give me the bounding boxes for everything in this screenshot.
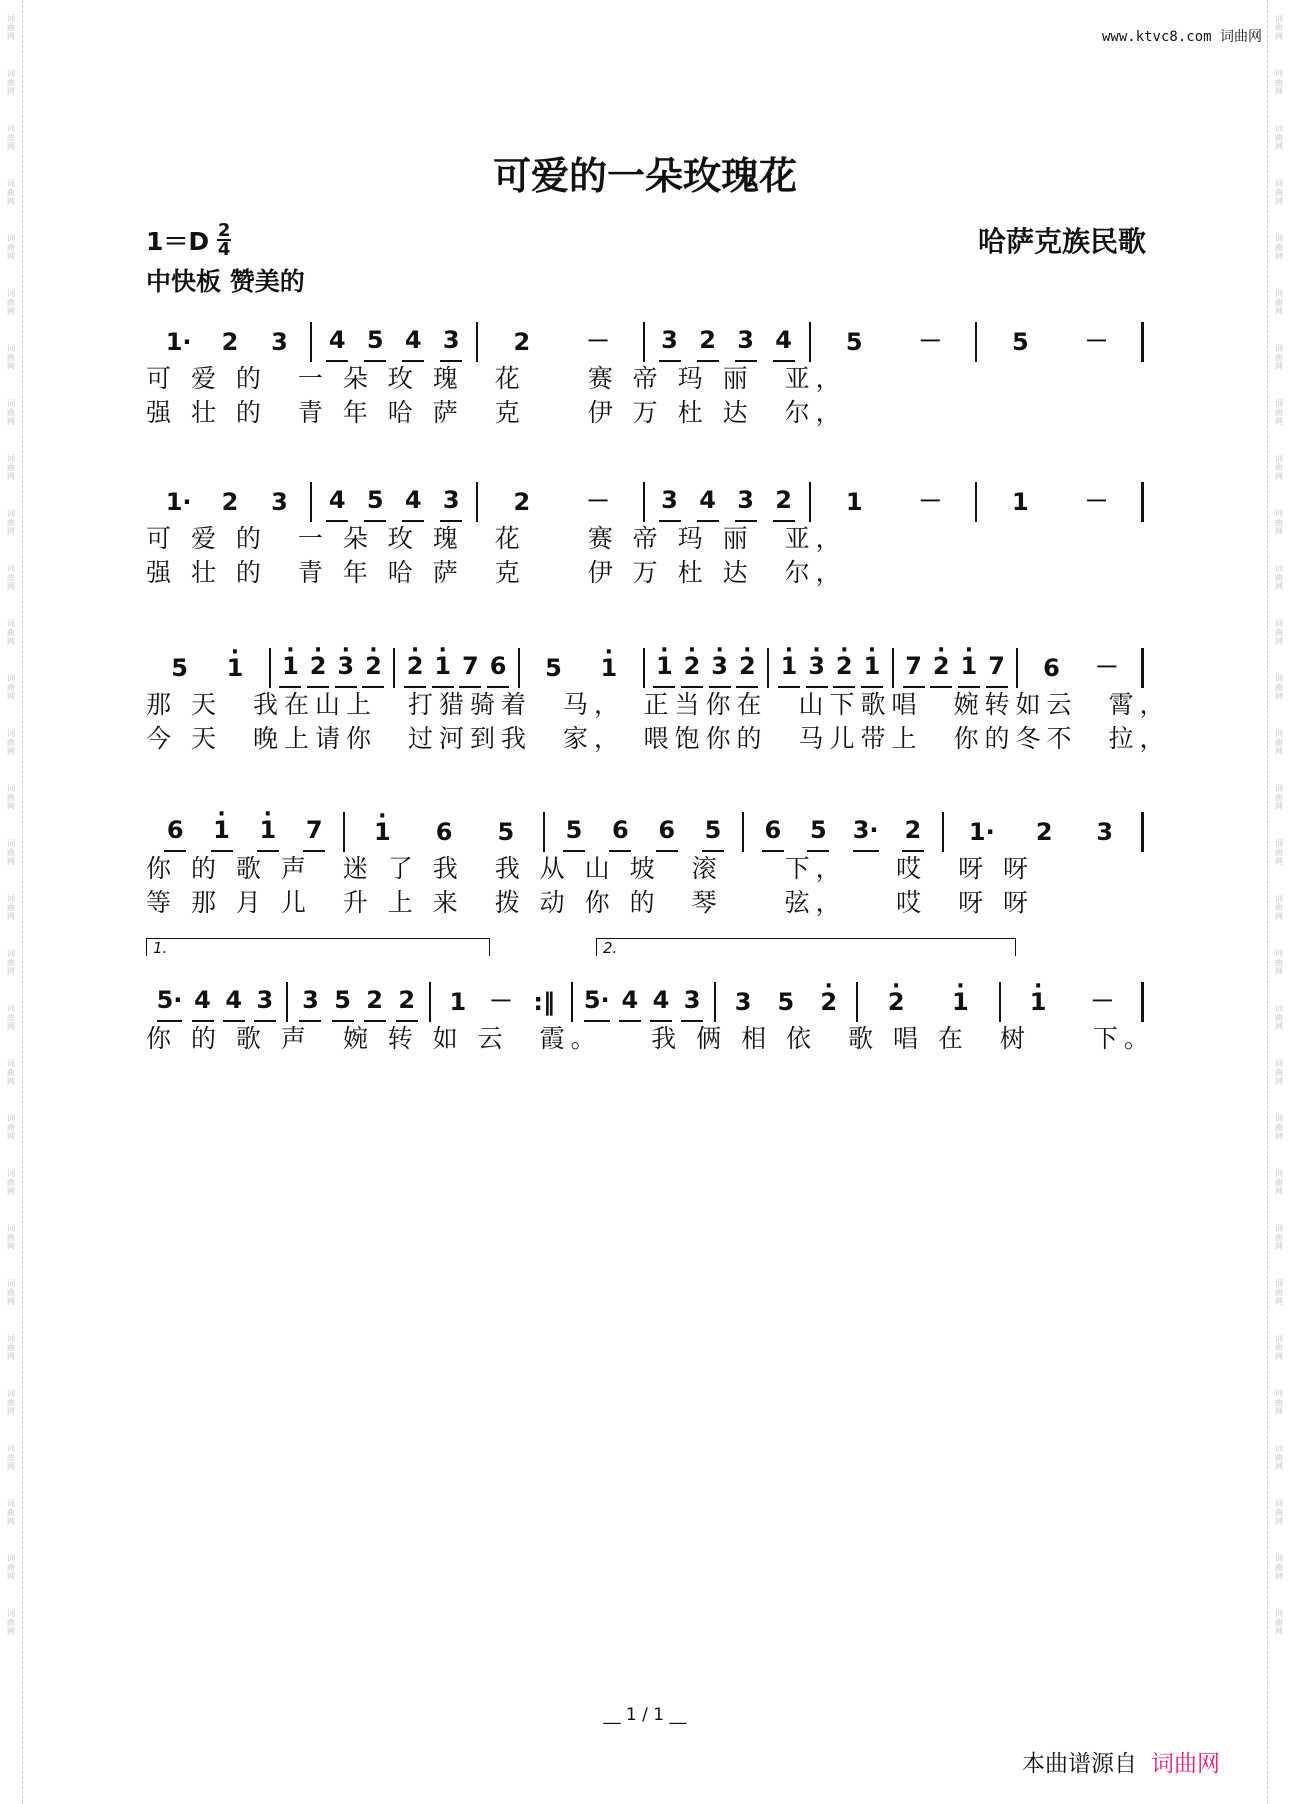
note: 6 xyxy=(609,816,631,852)
watermark-text: 词曲网 xyxy=(6,399,16,426)
note: 1 xyxy=(449,988,467,1016)
watermark-text: 词曲网 xyxy=(6,1499,16,1526)
measure xyxy=(545,812,744,852)
watermark-text: 词曲网 xyxy=(1274,69,1284,96)
watermark-text: 词曲网 xyxy=(1274,1389,1284,1416)
notes-row xyxy=(146,808,1144,852)
watermark-text: 词曲网 xyxy=(6,289,16,316)
note: 3 xyxy=(440,326,462,362)
watermark-text: 词曲网 xyxy=(6,69,16,96)
watermark-text: 词曲网 xyxy=(6,1279,16,1306)
watermark-text: 词曲网 xyxy=(6,674,16,701)
notes-row xyxy=(146,318,1144,362)
note: 4 xyxy=(326,326,348,362)
measure xyxy=(645,482,811,522)
watermark-text: 词曲网 xyxy=(1274,1059,1284,1086)
watermark-text: 词曲网 xyxy=(6,1444,16,1471)
note: 4 xyxy=(326,486,348,522)
note: 5 xyxy=(563,816,585,852)
measure xyxy=(478,482,644,522)
measure xyxy=(146,482,312,522)
note: 2 xyxy=(697,326,719,362)
lyric-line-1: 可 爱 的 一 朵 玫 瑰 花 赛 帝 玛 丽 亚， xyxy=(146,364,847,393)
time-signature xyxy=(217,222,231,258)
source-credit xyxy=(1022,1745,1220,1778)
measure xyxy=(645,648,770,688)
note: － xyxy=(918,487,943,515)
note: 5 xyxy=(332,986,354,1022)
watermark-text: 词曲网 xyxy=(6,1389,16,1416)
note: 2 xyxy=(902,816,924,852)
lyric-line-2: 强 壮 的 青 年 哈 萨 克 伊 万 杜 达 尔， xyxy=(146,398,847,427)
lyric-line-2: 等 那 月 儿 升 上 来 拨 动 你 的 琴 弦， 哎 呀 呀 xyxy=(146,888,1035,917)
watermark-text: 词曲网 xyxy=(1274,509,1284,536)
measure xyxy=(288,982,430,1022)
watermark-text: 词曲网 xyxy=(6,14,16,41)
note: 5· xyxy=(157,986,183,1022)
score-system-1 xyxy=(146,318,1144,430)
left-watermark-strip xyxy=(0,0,23,1804)
note: 2 xyxy=(221,328,239,356)
note: 6 xyxy=(435,818,453,846)
note: 6 xyxy=(762,816,784,852)
watermark-text: 词曲网 xyxy=(6,1004,16,1031)
measure xyxy=(478,322,644,362)
watermark-text: 词曲网 xyxy=(1274,619,1284,646)
notes-row xyxy=(146,644,1144,688)
note: · 1 xyxy=(861,652,883,688)
note: 2 xyxy=(396,986,418,1022)
measure xyxy=(146,982,288,1022)
watermark-text: 词曲网 xyxy=(6,1224,16,1251)
watermark-text: 词曲网 xyxy=(6,454,16,481)
watermark-text: 词曲网 xyxy=(1274,1279,1284,1306)
lyric-line-1: 你 的 歌 声 迷 了 我 我 从 山 坡 滚 下， 哎 呀 呀 xyxy=(146,854,1035,883)
note: 2 xyxy=(773,486,795,522)
watermark-text: 词曲网 xyxy=(6,1114,16,1141)
note: 2 xyxy=(221,488,239,516)
note: · 1 xyxy=(224,654,246,688)
measure xyxy=(271,648,396,688)
measure xyxy=(645,322,811,362)
measure xyxy=(312,322,478,362)
note: 2 xyxy=(513,328,531,356)
watermark-text: 词曲网 xyxy=(6,784,16,811)
source-label: 本曲谱源自 xyxy=(1022,1751,1137,1777)
note: － xyxy=(1090,987,1115,1015)
watermark-text: 词曲网 xyxy=(6,1554,16,1581)
watermark-text: 词曲网 xyxy=(1274,124,1284,151)
watermark-text: 词曲网 xyxy=(1274,1169,1284,1196)
measure xyxy=(573,982,715,1022)
watermark-text: 词曲网 xyxy=(6,1334,16,1361)
watermark-text: 词曲网 xyxy=(1274,674,1284,701)
note: 3 xyxy=(271,488,288,516)
key-label: 1＝D xyxy=(146,227,210,256)
measure xyxy=(520,648,645,688)
note: 4 xyxy=(402,326,424,362)
note: 3 xyxy=(659,486,681,522)
watermark-text: 词曲网 xyxy=(6,1059,16,1086)
score-system-3 xyxy=(146,644,1171,756)
watermark-text: 词曲网 xyxy=(1274,839,1284,866)
notes-row xyxy=(146,478,1144,522)
measure xyxy=(977,482,1144,522)
note: 5· xyxy=(584,986,610,1022)
measure xyxy=(894,648,1019,688)
watermark-text: 词曲网 xyxy=(1274,1444,1284,1471)
note: · 1 xyxy=(598,654,620,688)
lyric-line-1: 那 天 我在山上 打猎骑着 马， 正当你在 山下歌唱 婉转如云 霄， xyxy=(146,690,1171,719)
site-url: www.ktvc8.com 词曲网 xyxy=(1101,29,1262,45)
watermark-text: 词曲网 xyxy=(1274,1554,1284,1581)
lyric-line-1: 你 的 歌 声 婉 转 如 云 霞。 我 俩 相 依 歌 唱 在 树 下。 xyxy=(146,1024,1155,1053)
score-system-4 xyxy=(146,808,1144,920)
volta-1: 1. xyxy=(146,938,490,956)
note: · 2 xyxy=(833,652,855,688)
watermark-text: 词曲网 xyxy=(1274,564,1284,591)
watermark-text: 词曲网 xyxy=(1274,729,1284,756)
note: 2 xyxy=(1035,818,1053,846)
note: 4 xyxy=(773,326,795,362)
volta-2: 2. xyxy=(596,938,1016,956)
tempo-marking: 中快板 赞美的 xyxy=(146,267,305,296)
lyric-line-2: 强 壮 的 青 年 哈 萨 克 伊 万 杜 达 尔， xyxy=(146,558,847,587)
note: 5 xyxy=(364,486,386,522)
note: · 2 xyxy=(930,652,952,688)
time-top: 2 xyxy=(217,220,231,241)
note: 3 xyxy=(1096,818,1114,846)
note: 5 xyxy=(545,654,562,682)
watermark-text: 词曲网 xyxy=(1274,344,1284,371)
watermark-text: 词曲网 xyxy=(6,729,16,756)
note: 7 xyxy=(303,816,325,852)
note: 3 xyxy=(440,486,462,522)
watermark-text: 词曲网 xyxy=(1274,454,1284,481)
measure xyxy=(1018,648,1144,688)
note: 6 xyxy=(656,816,678,852)
measure xyxy=(977,322,1144,362)
note: · 3 xyxy=(335,652,357,688)
note: 3 xyxy=(659,326,681,362)
note: 1· xyxy=(165,488,192,516)
note: 5 xyxy=(777,988,795,1016)
note: 7 xyxy=(459,652,481,688)
note: · 1 xyxy=(371,818,393,852)
measure xyxy=(146,812,345,852)
note: － xyxy=(585,487,610,515)
watermark-text: 词曲网 xyxy=(6,124,16,151)
note: 3 xyxy=(735,486,757,522)
note: · 2 xyxy=(404,652,426,688)
watermark-text: 词曲网 xyxy=(6,619,16,646)
note: － xyxy=(489,987,514,1015)
measure xyxy=(811,482,977,522)
note: 4 xyxy=(223,986,245,1022)
watermark-text: 词曲网 xyxy=(1274,14,1284,41)
note: :‖ xyxy=(533,988,555,1016)
note: · 1 xyxy=(279,652,301,688)
score-system-2 xyxy=(146,478,1144,590)
note: · 1 xyxy=(1027,988,1049,1022)
time-bottom: 4 xyxy=(217,239,231,260)
watermark-text: 词曲网 xyxy=(1274,289,1284,316)
note: · 1 xyxy=(958,652,980,688)
note: 4 xyxy=(192,986,214,1022)
note: 4 xyxy=(650,986,672,1022)
note: 6 xyxy=(487,652,509,688)
measure xyxy=(1001,982,1144,1022)
note: 3 xyxy=(299,986,321,1022)
note: 1· xyxy=(968,818,995,846)
measure xyxy=(811,322,977,362)
note: 5 xyxy=(807,816,829,852)
watermark-text: 词曲网 xyxy=(6,894,16,921)
note: 3 xyxy=(254,986,276,1022)
page-number: __ 1 / 1 __ xyxy=(603,1705,687,1725)
note: · 1 xyxy=(257,816,279,852)
note: － xyxy=(918,327,943,355)
note: － xyxy=(1094,653,1119,681)
measure xyxy=(769,648,894,688)
note: · 2 xyxy=(307,652,329,688)
watermark-text: 词曲网 xyxy=(1274,1609,1284,1636)
measure xyxy=(716,982,858,1022)
measure xyxy=(431,982,573,1022)
note: 5 xyxy=(171,654,188,682)
note: 2 xyxy=(364,986,386,1022)
note: · 1 xyxy=(778,652,800,688)
measure xyxy=(944,812,1144,852)
note: · 3 xyxy=(806,652,828,688)
note: 5 xyxy=(1012,328,1029,356)
key-signature xyxy=(146,222,231,258)
note: · 1 xyxy=(211,816,233,852)
watermark-text: 词曲网 xyxy=(6,344,16,371)
note: 5 xyxy=(845,328,863,356)
right-watermark-strip xyxy=(1267,0,1290,1804)
note: 5 xyxy=(364,326,386,362)
note: 5 xyxy=(702,816,724,852)
note: 4 xyxy=(619,986,641,1022)
watermark-text: 词曲网 xyxy=(6,949,16,976)
measure xyxy=(345,812,544,852)
note: · 2 xyxy=(736,652,758,688)
note: 3· xyxy=(853,816,879,852)
watermark-text: 词曲网 xyxy=(1274,1004,1284,1031)
watermark-text: 词曲网 xyxy=(1274,1334,1284,1361)
measure xyxy=(312,482,478,522)
note: － xyxy=(585,327,610,355)
watermark-text: 词曲网 xyxy=(1274,894,1284,921)
note: 1· xyxy=(165,328,192,356)
watermark-text: 词曲网 xyxy=(6,1169,16,1196)
score-system-5 xyxy=(146,939,1155,1056)
note: 5 xyxy=(497,818,515,846)
note: · 2 xyxy=(818,988,840,1022)
note: 3 xyxy=(735,326,757,362)
note: · 1 xyxy=(653,652,675,688)
watermark-text: 词曲网 xyxy=(1274,234,1284,261)
note: － xyxy=(1084,327,1109,355)
watermark-text: 词曲网 xyxy=(1274,784,1284,811)
note: 7 xyxy=(903,652,925,688)
note: · 3 xyxy=(709,652,731,688)
song-title: 可爱的一朵玫瑰花 xyxy=(492,154,797,198)
notes-row xyxy=(146,978,1144,1022)
watermark-text: 词曲网 xyxy=(6,564,16,591)
watermark-text: 词曲网 xyxy=(6,1609,16,1636)
lyric-line-1: 可 爱 的 一 朵 玫 瑰 花 赛 帝 玛 丽 亚， xyxy=(146,524,847,553)
watermark-text: 词曲网 xyxy=(1274,179,1284,206)
measure xyxy=(858,982,1000,1022)
watermark-text: 词曲网 xyxy=(6,839,16,866)
watermark-text: 词曲网 xyxy=(6,179,16,206)
measure xyxy=(146,648,271,688)
watermark-text: 词曲网 xyxy=(1274,399,1284,426)
composer: 哈萨克族民歌 xyxy=(977,225,1146,258)
note: 7 xyxy=(986,652,1008,688)
note: · 1 xyxy=(949,988,971,1022)
note: 1 xyxy=(845,488,863,516)
watermark-text: 词曲网 xyxy=(6,234,16,261)
note: － xyxy=(1084,487,1109,515)
note: · 1 xyxy=(432,652,454,688)
note: · 2 xyxy=(362,652,384,688)
measure xyxy=(744,812,943,852)
note: 3 xyxy=(681,986,703,1022)
watermark-text: 词曲网 xyxy=(1274,949,1284,976)
note: · 2 xyxy=(681,652,703,688)
watermark-text: 词曲网 xyxy=(1274,1224,1284,1251)
note: · 2 xyxy=(885,988,907,1022)
watermark-text: 词曲网 xyxy=(1274,1499,1284,1526)
note: 4 xyxy=(402,486,424,522)
watermark-text: 词曲网 xyxy=(1274,1114,1284,1141)
note: 3 xyxy=(734,988,752,1016)
source-brand: 词曲网 xyxy=(1151,1751,1220,1777)
measure xyxy=(395,648,520,688)
note: 6 xyxy=(164,816,186,852)
lyric-line-2: 今 天 晚上请你 过河到我 家， 喂饱你的 马儿带上 你的冬不 拉， xyxy=(146,724,1171,753)
note: 3 xyxy=(271,328,288,356)
note: 6 xyxy=(1043,654,1060,682)
note: 1 xyxy=(1012,488,1029,516)
note: 2 xyxy=(513,488,531,516)
watermark-text: 词曲网 xyxy=(6,509,16,536)
note: 4 xyxy=(697,486,719,522)
measure xyxy=(146,322,312,362)
